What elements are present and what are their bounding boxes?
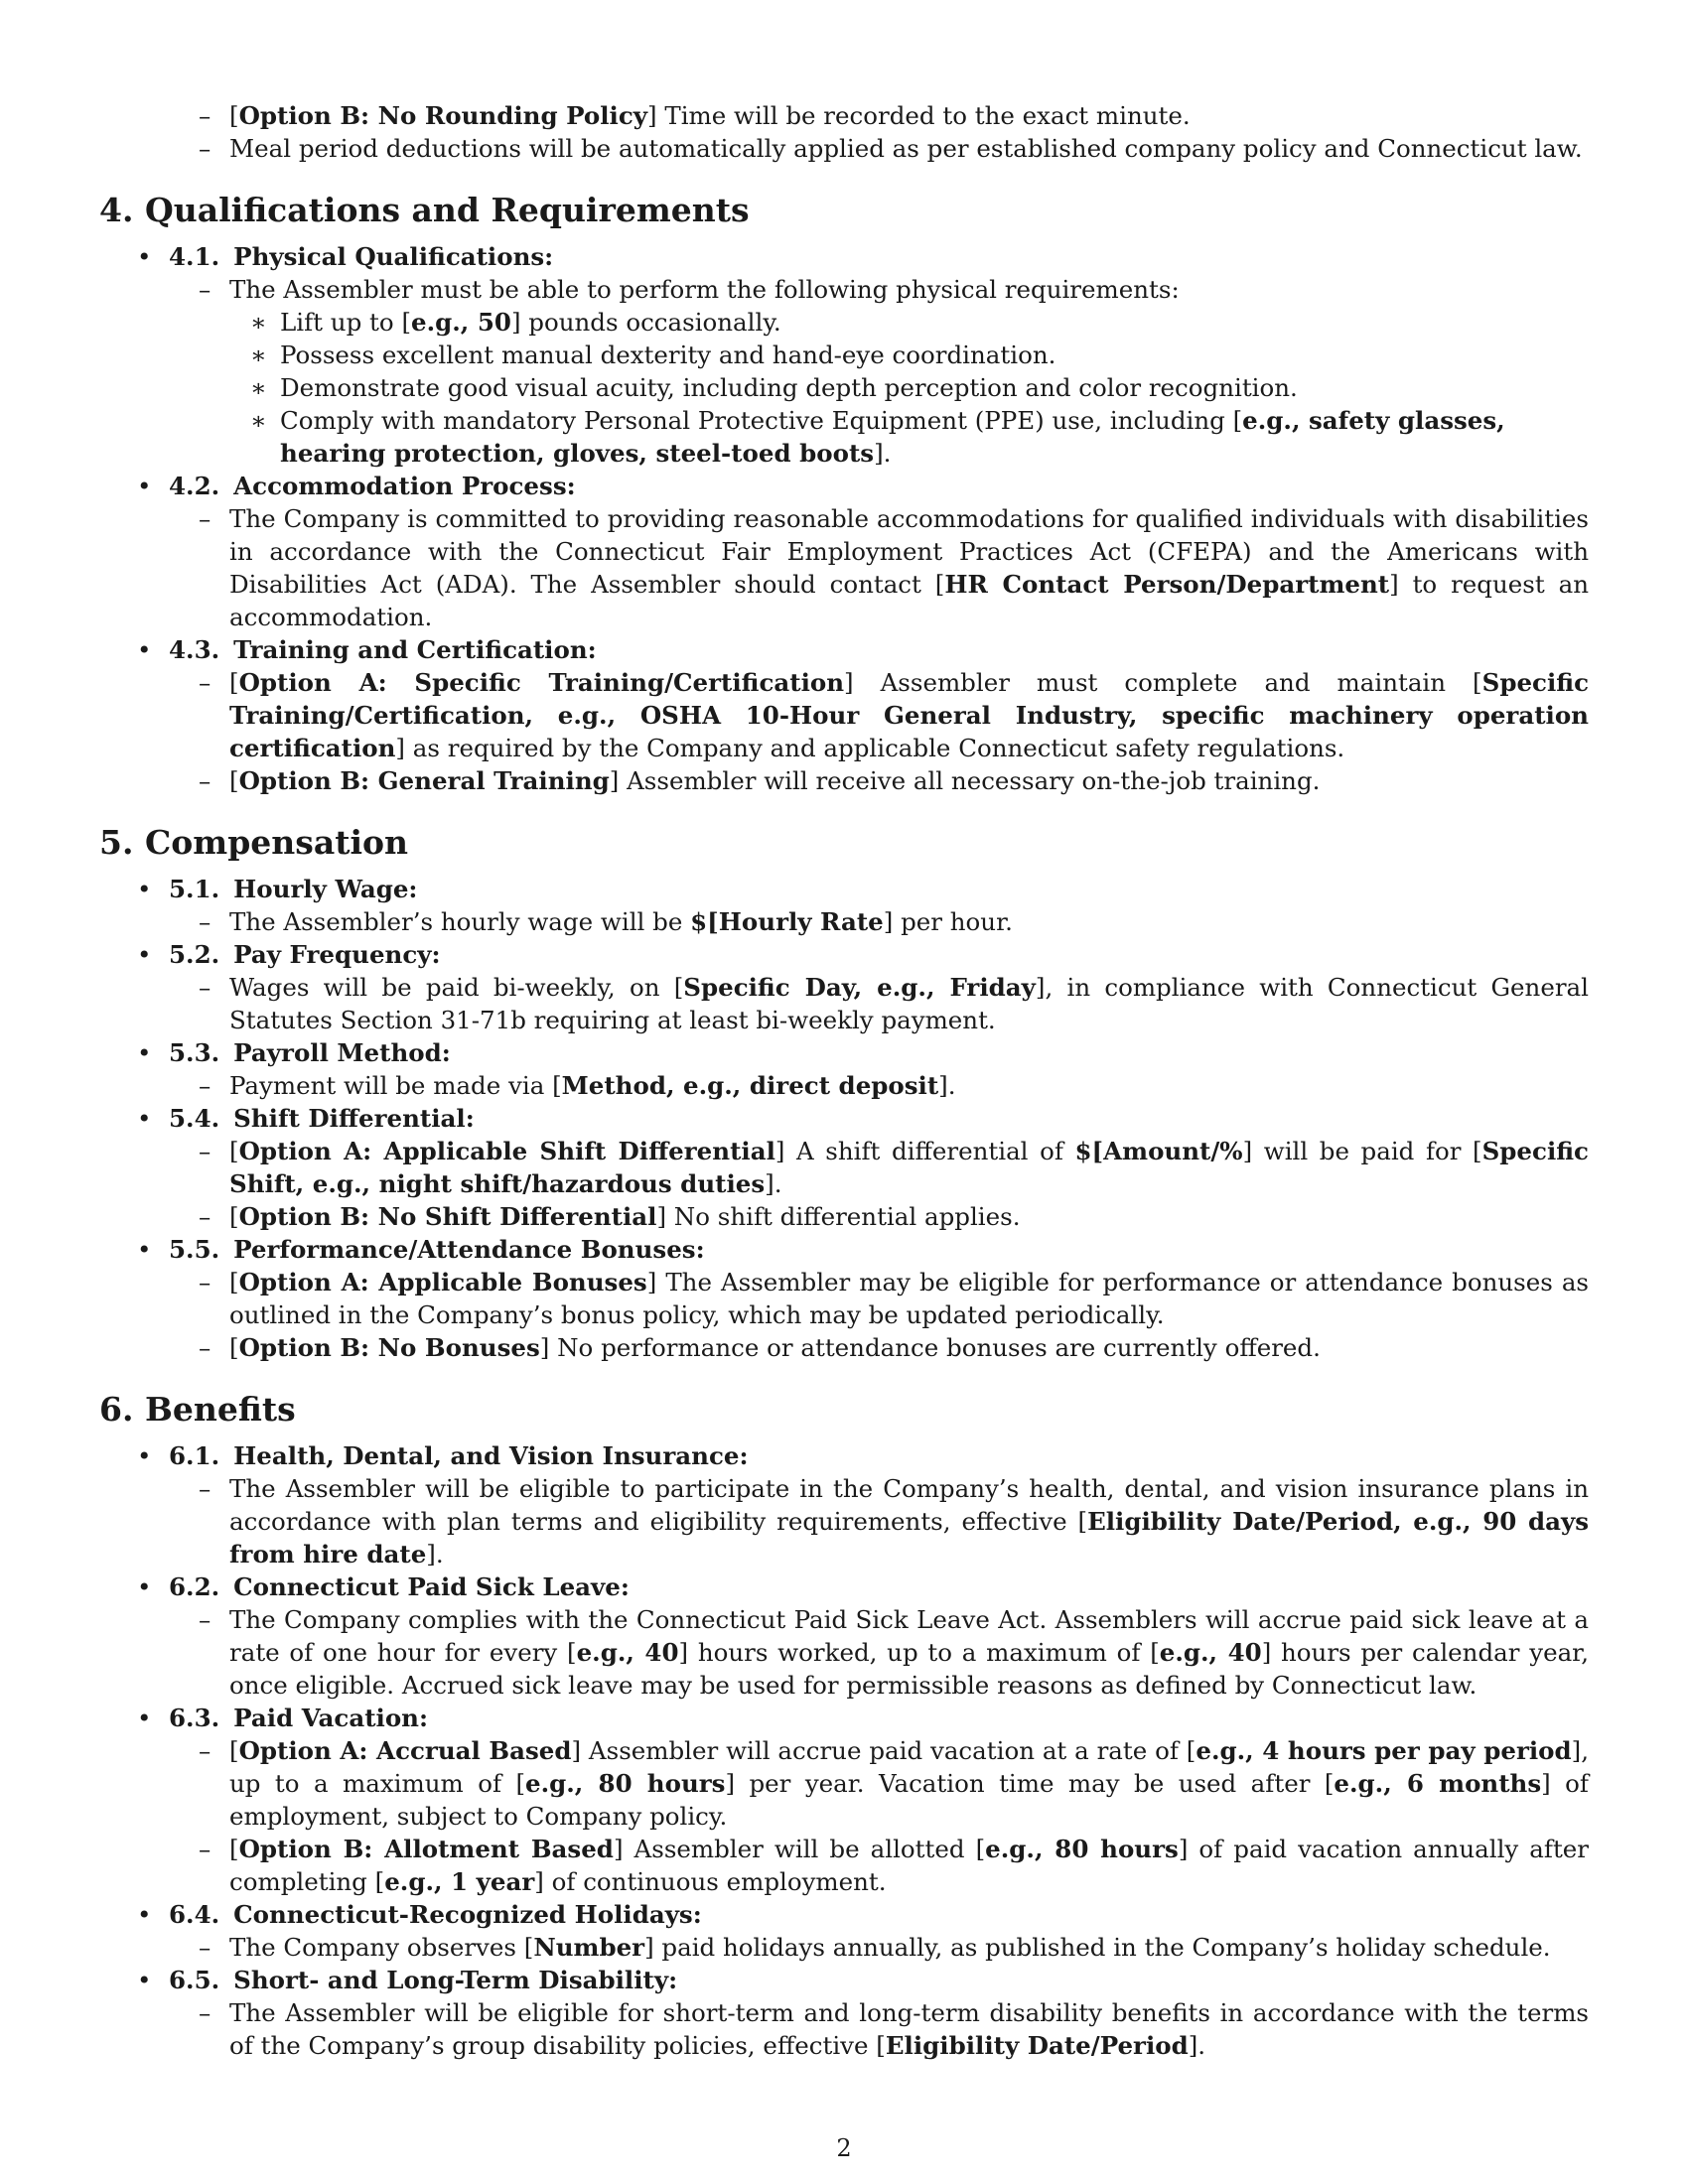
subsection-heading: • 4.3. Training and Certification: bbox=[99, 633, 1589, 666]
subsection-heading: • 5.3. Payroll Method: bbox=[99, 1036, 1589, 1069]
list-item: ∗ Comply with mandatory Personal Protective Equipment (PPE) use, including [e.g., safety glasses, hearing protection, gloves, steel-toed boots]. bbox=[99, 404, 1589, 470]
list-item: – The Company is committed to providing reasonable accommodations for qualified individuals with disabilities in accordance with the Connecticut Fair Employment Practices Act (CFEPA) and the Americans with Disabilities Act (ADA). The Assembler should contact [HR Contact Person/Department] to request an accommodation. bbox=[99, 502, 1589, 633]
subsection-heading: • 6.5. Short- and Long-Term Disability: bbox=[99, 1964, 1589, 1996]
subsection-heading: • 6.3. Paid Vacation: bbox=[99, 1702, 1589, 1734]
list-item: – Meal period deductions will be automatically applied as per established company policy and Connecticut law. bbox=[99, 132, 1589, 165]
list-item: – [Option B: No Rounding Policy] Time will be recorded to the exact minute. bbox=[99, 99, 1589, 132]
list-item: ∗ Possess excellent manual dexterity and hand-eye coordination. bbox=[99, 339, 1589, 371]
section-heading: 6. Benefits bbox=[99, 1390, 296, 1429]
list-item: – The Assembler will be eligible for short-term and long-term disability benefits in accordance with the terms of the Company’s group disability policies, effective [Eligibility Date/Period]. bbox=[99, 1996, 1589, 2062]
subsection-heading: • 4.2. Accommodation Process: bbox=[99, 470, 1589, 502]
subsection-heading: • 6.4. Connecticut-Recognized Holidays: bbox=[99, 1898, 1589, 1931]
subsection-heading: • 5.5. Performance/Attendance Bonuses: bbox=[99, 1233, 1589, 1266]
subsection-heading: • 6.1. Health, Dental, and Vision Insurance: bbox=[99, 1439, 1589, 1472]
document-body bbox=[99, 99, 1589, 2062]
list-item: – [Option B: General Training] Assembler will receive all necessary on-the-job training. bbox=[99, 764, 1589, 797]
subsection-heading: • 5.2. Pay Frequency: bbox=[99, 938, 1589, 971]
list-item: ∗ Demonstrate good visual acuity, including depth perception and color recognition. bbox=[99, 371, 1589, 404]
list-item: – [Option A: Applicable Bonuses] The Assembler may be eligible for performance or attendance bonuses as outlined in the Company’s bonus policy, which may be updated periodically. bbox=[99, 1266, 1589, 1331]
list-item: – The Assembler will be eligible to participate in the Company’s health, dental, and vision insurance plans in accordance with plan terms and eligibility requirements, effective [Eligibility Date/Period, e.g., 90 days from hire date]. bbox=[99, 1472, 1589, 1570]
list-item: – The Company complies with the Connecticut Paid Sick Leave Act. Assemblers will accrue paid sick leave at a rate of one hour for every [e.g., 40] hours worked, up to a maximum of [e.g., 40] hours per calendar year, once eligible. Accrued sick leave may be used for permissible reasons as defined by Connecticut law. bbox=[99, 1603, 1589, 1702]
list-item: – [Option A: Specific Training/Certification] Assembler must complete and maintain [Specific Training/Certification, e.g., OSHA 10-Hour General Industry, specific machinery operation certification] as required by the Company and applicable Connecticut safety regulations. bbox=[99, 666, 1589, 764]
subsection-heading: • 5.4. Shift Differential: bbox=[99, 1102, 1589, 1135]
list-item: – [Option A: Applicable Shift Differential] A shift differential of $[Amount/%] will be paid for [Specific Shift, e.g., night shift/hazardous duties]. bbox=[99, 1135, 1589, 1200]
list-item: – [Option B: No Bonuses] No performance or attendance bonuses are currently offered. bbox=[99, 1331, 1589, 1364]
list-item: – The Assembler’s hourly wage will be $[Hourly Rate] per hour. bbox=[99, 905, 1589, 938]
list-item: ∗ Lift up to [e.g., 50] pounds occasionally. bbox=[99, 306, 1589, 339]
subsection-heading: • 5.1. Hourly Wage: bbox=[99, 873, 1589, 905]
subsection-heading: • 4.1. Physical Qualifications: bbox=[99, 240, 1589, 273]
list-item: – Wages will be paid bi-weekly, on [Specific Day, e.g., Friday], in compliance with Connecticut General Statutes Section 31-71b requiring at least bi-weekly payment. bbox=[99, 971, 1589, 1036]
list-item: – The Company observes [Number] paid holidays annually, as published in the Company’s holiday schedule. bbox=[99, 1931, 1589, 1964]
section-heading: 4. Qualifications and Requirements bbox=[99, 191, 750, 229]
list-item: – Payment will be made via [Method, e.g., direct deposit]. bbox=[99, 1069, 1589, 1102]
list-item: – [Option B: Allotment Based] Assembler will be allotted [e.g., 80 hours] of paid vacation annually after completing [e.g., 1 year] of continuous employment. bbox=[99, 1833, 1589, 1898]
list-item: – [Option B: No Shift Differential] No shift differential applies. bbox=[99, 1200, 1589, 1233]
list-item: – [Option A: Accrual Based] Assembler will accrue paid vacation at a rate of [e.g., 4 hours per pay period], up to a maximum of [e.g., 80 hours] per year. Vacation time may be used after [e.g., 6 months] of employment, subject to Company policy. bbox=[99, 1734, 1589, 1833]
list-item: – The Assembler must be able to perform the following physical requirements: bbox=[99, 273, 1589, 306]
section-heading: 5. Compensation bbox=[99, 823, 408, 862]
subsection-heading: • 6.2. Connecticut Paid Sick Leave: bbox=[99, 1570, 1589, 1603]
page-number: 2 bbox=[836, 2134, 852, 2162]
